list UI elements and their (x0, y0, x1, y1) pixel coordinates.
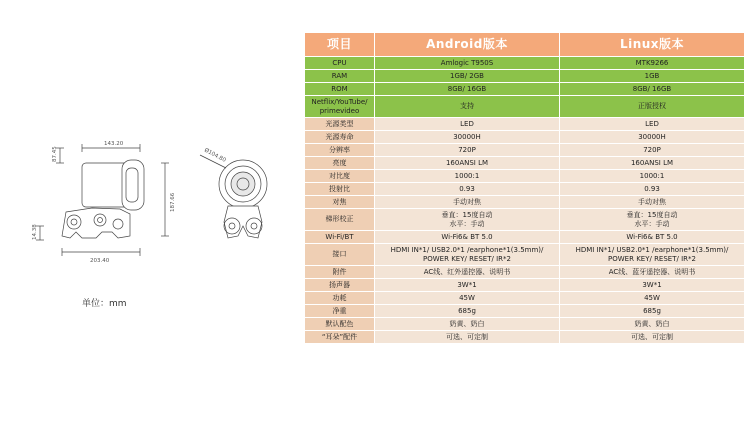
spec-row (305, 118, 745, 131)
spec-value-android (375, 318, 560, 331)
dim-side-height-small: 87.45 (52, 146, 58, 162)
spec-value-line: 正版授权 (638, 102, 666, 110)
side-view-stand (62, 208, 130, 238)
spec-value-line: Wi-Fi6& BT 5.0 (626, 232, 678, 241)
spec-row (305, 157, 745, 170)
spec-value-line: 8GB/ 16GB (632, 84, 672, 93)
spec-row-label: 光源类型 (305, 118, 375, 131)
spec-value-linux (560, 209, 745, 231)
spec-row (305, 183, 745, 196)
spec-value-android (375, 331, 560, 344)
spec-value-android (375, 231, 560, 244)
spec-value-line: 手动对焦 (638, 197, 666, 206)
spec-value-line: AC线、蓝牙遥控器、说明书 (608, 267, 696, 276)
spec-value-android (375, 131, 560, 144)
spec-value-linux (560, 196, 745, 209)
spec-row (305, 231, 745, 244)
spec-value-linux (560, 144, 745, 157)
spec-value-line: 45W (644, 293, 660, 302)
header-android: Android版本 (375, 33, 560, 57)
spec-row-label: 对比度 (305, 170, 375, 183)
spec-row (305, 96, 745, 118)
spec-value-line: 可选、可定制 (446, 332, 488, 341)
spec-value-android (375, 292, 560, 305)
spec-value-line: LED (645, 119, 659, 128)
spec-value-linux (560, 96, 745, 118)
spec-value-linux (560, 305, 745, 318)
spec-value-linux (560, 131, 745, 144)
spec-value-line: HDMI IN*1/ USB2.0*1 /earphone*1(3.5mm)/ (575, 245, 729, 254)
spec-row (305, 170, 745, 183)
dim-overall-height: 187.66 (170, 192, 176, 212)
spec-value-line: 160ANSI LM (630, 158, 674, 167)
spec-row (305, 292, 745, 305)
spec-row-label: 附件 (305, 266, 375, 279)
spec-value-linux (560, 57, 745, 70)
spec-row-label: 功耗 (305, 292, 375, 305)
spec-value-line: 3W*1 (457, 280, 477, 289)
unit-label: 单位：mm (82, 299, 127, 309)
spec-row-label: 接口 (305, 244, 375, 266)
spec-value-line: 720P (458, 145, 476, 154)
spec-value-android (375, 170, 560, 183)
front-view-lens-inner (231, 172, 255, 196)
spec-row-label: RAM (305, 70, 375, 83)
spec-value-android (375, 96, 560, 118)
spec-value-line: Amlogic T950S (440, 58, 494, 67)
spec-row (305, 318, 745, 331)
spec-value-line: 160ANSI LM (445, 158, 489, 167)
spec-value-line: 水平：手动 (634, 219, 670, 228)
spec-row-label: 净重 (305, 305, 375, 318)
spec-value-android (375, 209, 560, 231)
spec-value-linux (560, 118, 745, 131)
spec-value-line: 垂直：15度自动 (626, 210, 678, 219)
spec-value-linux (560, 244, 745, 266)
spec-value-linux (560, 231, 745, 244)
spec-table (304, 32, 745, 344)
spec-row-label: 分辨率 (305, 144, 375, 157)
spec-row-label: Wi-Fi/BT (305, 231, 375, 244)
spec-value-line: 685g (643, 306, 661, 315)
spec-value-line: 奶黄、奶白 (449, 319, 485, 328)
spec-row (305, 266, 745, 279)
spec-value-android (375, 279, 560, 292)
dim-lens-diameter: Ø104.80 (203, 147, 227, 164)
spec-body (305, 57, 745, 344)
spec-value-line: 1000:1 (639, 171, 665, 180)
spec-value-line: 8GB/ 16GB (447, 84, 487, 93)
spec-row-label: 对焦 (305, 196, 375, 209)
spec-value-line: 手动对焦 (453, 197, 481, 206)
spec-row-label: 投射比 (305, 183, 375, 196)
spec-value-line: 685g (458, 306, 476, 315)
spec-value-linux (560, 70, 745, 83)
spec-value-line: Wi-Fi6& BT 5.0 (441, 232, 493, 241)
spec-value-android (375, 157, 560, 170)
spec-row (305, 279, 745, 292)
spec-value-linux (560, 83, 745, 96)
spec-value-line: 0.93 (644, 184, 660, 193)
spec-value-android (375, 196, 560, 209)
spec-value-line: POWER KEY/ RESET/ IR*2 (608, 254, 696, 263)
spec-value-android (375, 244, 560, 266)
spec-value-line: AC线、红外遥控器、说明书 (423, 267, 511, 276)
spec-row (305, 57, 745, 70)
spec-value-line: POWER KEY/ RESET/ IR*2 (423, 254, 511, 263)
spec-row (305, 196, 745, 209)
spec-value-linux (560, 279, 745, 292)
spec-value-android (375, 70, 560, 83)
spec-value-android (375, 83, 560, 96)
spec-value-line: 可选、可定制 (631, 332, 673, 341)
spec-value-line: 奶黄、奶白 (634, 319, 670, 328)
spec-value-android (375, 305, 560, 318)
spec-value-android (375, 266, 560, 279)
spec-row (305, 131, 745, 144)
header-item: 项目 (305, 33, 375, 57)
spec-value-line: LED (460, 119, 474, 128)
spec-value-android (375, 144, 560, 157)
spec-row (305, 305, 745, 318)
dim-top-width: 143.20 (104, 141, 124, 147)
spec-row-label: 光源寿命 (305, 131, 375, 144)
spec-row (305, 83, 745, 96)
spec-value-line: 水平：手动 (449, 219, 485, 228)
spec-value-line: 支持 (460, 102, 474, 110)
spec-header-row (305, 33, 745, 57)
spec-value-line: 30000H (638, 132, 666, 141)
spec-row-label: “耳朵”配件 (305, 331, 375, 344)
spec-row-label: CPU (305, 57, 375, 70)
dim-overall-width: 203.40 (90, 258, 110, 264)
spec-value-line: 1GB/ 2GB (450, 71, 484, 80)
spec-value-line: 720P (643, 145, 661, 154)
spec-value-line: 1GB (644, 71, 660, 80)
spec-value-linux (560, 183, 745, 196)
spec-row-label: 扬声器 (305, 279, 375, 292)
front-view-stand (224, 206, 262, 238)
spec-row (305, 209, 745, 231)
spec-value-linux (560, 292, 745, 305)
spec-value-line: 45W (459, 293, 475, 302)
spec-value-linux (560, 157, 745, 170)
spec-value-android (375, 57, 560, 70)
spec-value-android (375, 183, 560, 196)
spec-value-line: 1000:1 (454, 171, 480, 180)
spec-row-label: ROM (305, 83, 375, 96)
spec-row (305, 70, 745, 83)
spec-value-line: 3W*1 (642, 280, 662, 289)
spec-row (305, 144, 745, 157)
spec-row-label: Netflix/YouTube/ primevideo (305, 96, 375, 118)
spec-value-linux (560, 266, 745, 279)
spec-value-linux (560, 331, 745, 344)
spec-row-label: 梯形校正 (305, 209, 375, 231)
spec-value-line: HDMI IN*1/ USB2.0*1 /earphone*1(3.5mm)/ (390, 245, 544, 254)
spec-row-label: 默认配色 (305, 318, 375, 331)
dim-base-height: 14.38 (32, 224, 38, 240)
spec-value-line: 30000H (453, 132, 481, 141)
spec-value-line: 0.93 (459, 184, 475, 193)
header-linux: Linux版本 (560, 33, 745, 57)
spec-value-linux (560, 170, 745, 183)
spec-value-android (375, 118, 560, 131)
spec-value-line: 垂直：15度自动 (441, 210, 493, 219)
spec-row (305, 244, 745, 266)
projector-dimension-drawing (0, 0, 300, 422)
spec-row-label: 亮度 (305, 157, 375, 170)
spec-value-linux (560, 318, 745, 331)
spec-row (305, 331, 745, 344)
spec-value-line: MTK9266 (635, 58, 669, 67)
